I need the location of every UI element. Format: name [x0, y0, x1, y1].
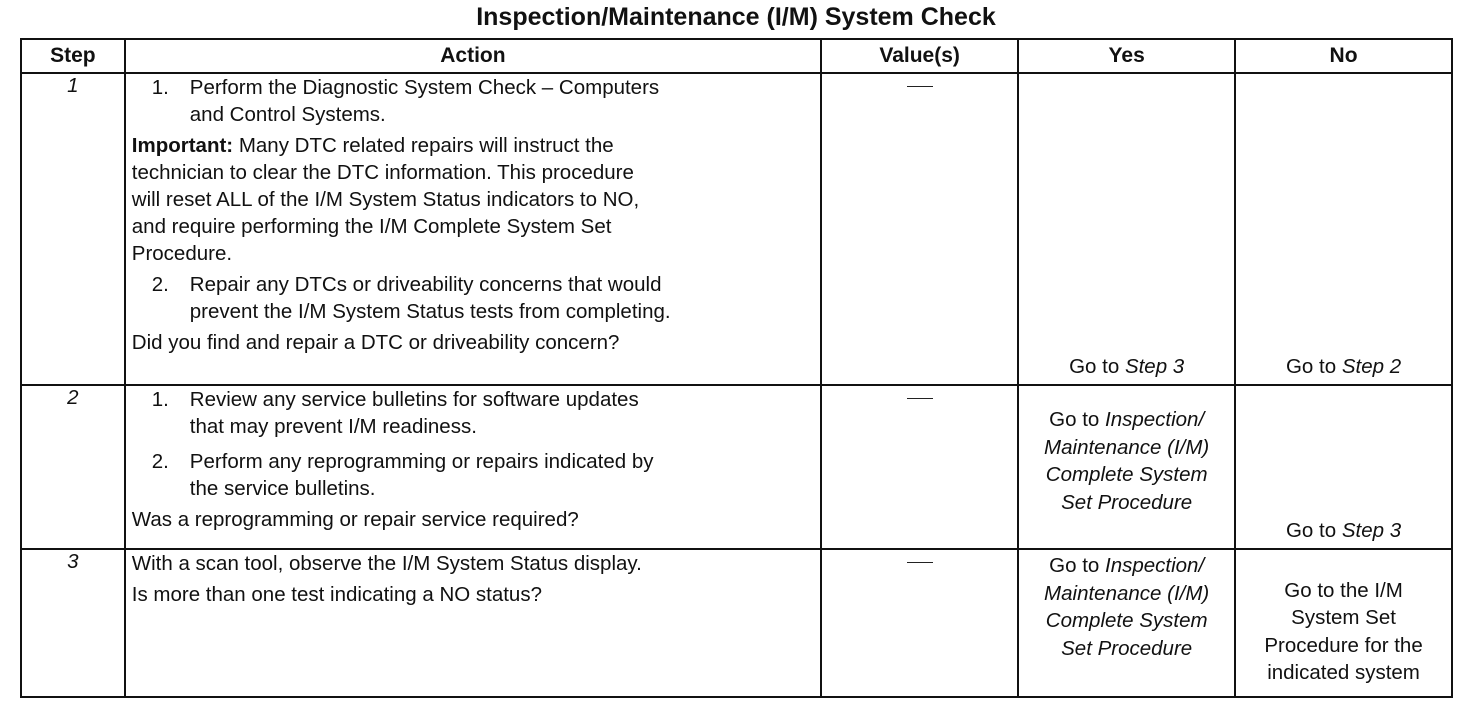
- yes-cell: [1018, 73, 1235, 385]
- no-cell: [1235, 73, 1452, 385]
- yes-link[interactable]: Go to Inspection/ Maintenance (I/M) Complete System Set Procedure: [1044, 408, 1210, 514]
- header-yes: Yes: [1018, 39, 1235, 73]
- important-note: Important: Many DTC related repairs will instruct the technician to clear the DTC information. This procedure will reset ALL of the I/M System Status indicators to NO, and require performing the I/M Complete System Set Procedure.: [131, 134, 640, 265]
- list-item: 1. Review any service bulletins for software updates that may prevent I/M readiness.: [151, 388, 639, 438]
- list-item: 2. Repair any DTCs or driveability concerns that would prevent the I/M System Status tests from completing.: [151, 273, 671, 323]
- header-values: Value(s): [821, 39, 1018, 73]
- value-cell: [821, 385, 1018, 549]
- action-cell: [125, 73, 821, 385]
- step-number: 1: [21, 73, 125, 385]
- step-number: 3: [21, 549, 125, 697]
- table-row: [21, 549, 1452, 697]
- no-link[interactable]: Go to the I/M System Set Procedure for the indicated system: [1264, 578, 1423, 685]
- table-row: [21, 73, 1452, 385]
- system-check-table: [20, 38, 1453, 698]
- dash-mark: [907, 398, 933, 399]
- dash-mark: [907, 86, 933, 87]
- important-label: Important:: [131, 134, 234, 157]
- table-row: [21, 385, 1452, 549]
- yes-cell: [1018, 385, 1235, 549]
- header-no: No: [1235, 39, 1452, 73]
- question: Did you find and repair a DTC or driveability concern?: [131, 331, 620, 354]
- yes-cell: [1018, 549, 1235, 697]
- no-link[interactable]: Go to Step 3: [1285, 519, 1402, 542]
- action-cell: [125, 549, 821, 697]
- no-cell: [1235, 385, 1452, 549]
- list-item: 2. Perform any reprogramming or repairs indicated by the service bulletins.: [151, 450, 654, 500]
- header-step: Step: [21, 39, 125, 73]
- yes-link[interactable]: Go to Step 3: [1069, 355, 1185, 378]
- question: Was a reprogramming or repair service required?: [131, 508, 579, 531]
- instruction: With a scan tool, observe the I/M System Status display.: [131, 552, 642, 575]
- header-row: [21, 39, 1452, 73]
- value-cell: [821, 73, 1018, 385]
- no-link[interactable]: Go to Step 2: [1285, 355, 1402, 378]
- no-cell: [1235, 549, 1452, 697]
- yes-link[interactable]: Go to Inspection/ Maintenance (I/M) Complete System Set Procedure: [1044, 554, 1210, 660]
- header-action: Action: [125, 39, 821, 73]
- action-cell: [125, 385, 821, 549]
- value-cell: [821, 549, 1018, 697]
- list-item: 1. Perform the Diagnostic System Check – Computers and Control Systems.: [151, 76, 660, 126]
- dash-mark: [907, 562, 933, 563]
- step-number: 2: [21, 385, 125, 549]
- page-title: Inspection/Maintenance (I/M) System Check: [476, 3, 996, 31]
- question: Is more than one test indicating a NO status?: [131, 583, 542, 606]
